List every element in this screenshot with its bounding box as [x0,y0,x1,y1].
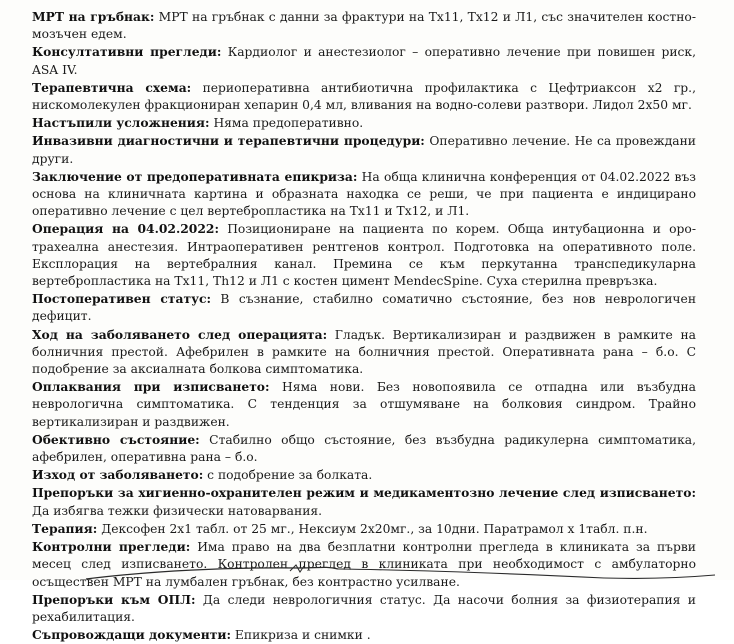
section-text: Епикриза и снимки . [231,628,371,643]
section-label: Инвазивни диагностични и терапевтични процедури: [32,133,425,149]
section-text: МРТ на гръбнак с данни за фрактури на Tx11, Tx12 и Л1, със значителен костно-мозъчен едем. [32,10,696,42]
section-label: Операция на 04.02.2022: [32,221,220,237]
section-label: Постоперативен статус: [32,291,212,307]
section-label: МРТ на гръбнак: [32,9,155,24]
section-label: Препоръки към ОПЛ: [32,591,196,607]
section-outcome [32,466,696,484]
section-label: Обективно състояние: [32,431,200,447]
section-discharge-complaints [32,378,696,431]
section-operation [32,220,696,290]
section-text: Дексофен 2х1 табл. от 25 мг., Нексиум 2х20мг., за 10дни. Паратрамол х 1табл. п.н. [97,521,648,536]
section-label: Препоръки за хигиенно-охранителен режим и медикаментозно лечение след изписването: [32,485,696,501]
section-label: Заключение от предоперативната епикриза: [32,168,358,184]
section-text: Няма предоперативно. [209,116,364,131]
section-objective-status [32,431,696,466]
section-text: На обща клинична конференция от 04.02.2022 въз основа на клиничната картина и образната находка се реши, че при пациента е индицирано оперативно лечение с цел вертебропластика на Tx11 и Tx12, и Л1. [32,169,696,219]
section-mri [32,8,696,43]
epicrisis-text [32,8,696,644]
section-therapy-scheme [32,79,696,114]
section-text: Оперативно лечение. Не са провеждани други. [32,134,696,166]
section-preop-conclusion [32,168,696,221]
section-complications [32,114,696,132]
section-text: Няма нови. Без новопоявила се отпадна или възбудна неврологична симптоматика. С тенденция за отшумяване на болковия синдром. Трайно вертикализиран и раздвижен. [32,380,696,429]
section-label: Терапия: [32,520,98,536]
section-text: Стабилно общо състояние, без възбудна радикулерна симптоматика, афебрилен, оперативна рана – б.о. [32,432,696,465]
section-gp-recommendations [32,591,696,626]
section-label: Съпровождащи документи: [32,627,231,643]
section-label: Терапевтична схема: [32,79,192,95]
section-medication [32,520,696,538]
section-disease-course [32,326,696,379]
section-attached-documents [32,626,696,644]
section-procedures [32,132,696,167]
section-text: Има право на два безплатни контролни прегледа в клиниката за първи месец след изписването. Контролен преглед в клиниката при необходимост с амбулаторно осъществен МРТ на лумбален гръбнак, без контрастно усилване. [32,540,696,589]
section-text: Да избягва тежки физически натоварвания. [32,503,323,518]
handwritten-stroke-graphic [0,562,734,580]
section-label: Настъпили усложнения: [32,115,210,131]
section-label: Оплаквания при изписването: [32,379,270,395]
section-regimen-recommendations [32,484,696,519]
section-text: Да следи неврологичния статус. Да насочи болния за физиотерапия и рехабилитация. [32,592,696,624]
section-consultations [32,43,696,78]
section-postop-status [32,290,696,325]
section-label: Изход от заболяването: [32,467,204,483]
section-label: Ход на заболяването след операцията: [32,326,328,342]
section-text: Гладък. Вертикализиран и раздвижен в рамките на болничния престой. Афебрилен в рамките на болничния престой. Оперативната рана – б.о. С подобрение за аксиалната болкова симптоматика. [32,327,696,377]
section-text: периоперативна антибиотична профилактика с Цефтриаксон х2 гр., нискомолекулен фракциониран хепарин 0,4 мл, вливания на водно-солеви разтвори. Лидол 2х50 мг. [32,80,696,113]
section-label: Контролни прегледи: [32,539,191,555]
section-text: Позициониране на пациента по корем. Обща интубационна и оро-трахеална анестезия. Интраоперативен рентгенов контрол. Подготовка на оперативното поле. Експлорация на вертебралния канал. Премина се към перкутанна транспедикуларна вертебропластика на Tx11, Th12 и Л1 с костен цимент MendecSpine. Суха стерилна превръзка. [32,222,696,289]
section-label: Консултативни прегледи: [32,44,222,60]
section-text: с подобрение за болката. [203,468,373,483]
section-text: Кардиолог и анестезиолог – оперативно лечение при повишен риск, ASA IV. [32,45,697,77]
section-text: В съзнание, стабилно соматично състояние, без нов неврологичен дефицит. [32,292,697,324]
